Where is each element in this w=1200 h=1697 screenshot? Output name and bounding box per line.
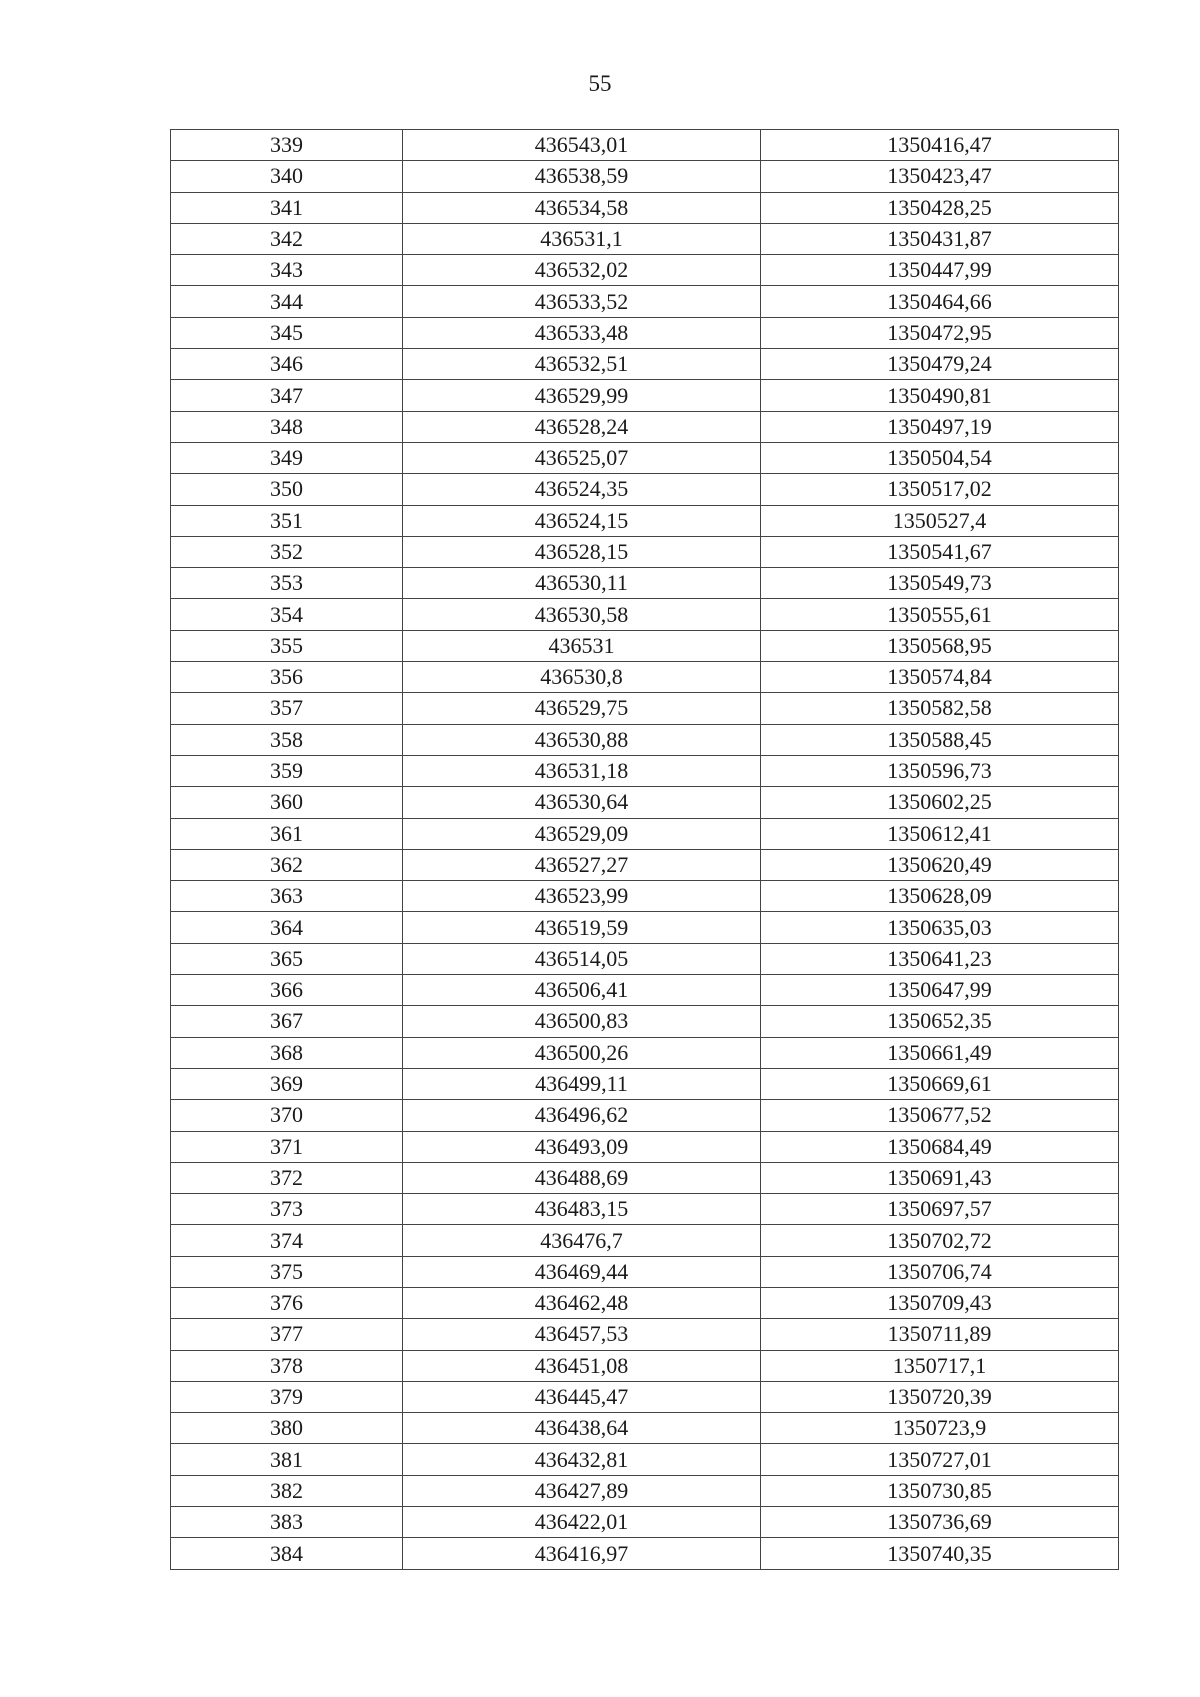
table-row — [171, 317, 1119, 348]
point-number-cell: 383 — [171, 1507, 403, 1538]
y-coordinate-cell: 1350641,23 — [761, 943, 1119, 974]
y-coordinate-cell: 1350582,58 — [761, 693, 1119, 724]
y-coordinate-cell: 1350602,25 — [761, 787, 1119, 818]
table-row — [171, 943, 1119, 974]
table-row — [171, 1256, 1119, 1287]
x-coordinate-cell: 436476,7 — [403, 1225, 761, 1256]
y-coordinate-cell: 1350709,43 — [761, 1287, 1119, 1318]
x-coordinate-cell: 436543,01 — [403, 130, 761, 161]
table-row — [171, 130, 1119, 161]
x-coordinate-cell: 436533,52 — [403, 286, 761, 317]
table-row — [171, 223, 1119, 254]
x-coordinate-cell: 436483,15 — [403, 1194, 761, 1225]
page-number: 55 — [588, 71, 612, 96]
y-coordinate-cell: 1350635,03 — [761, 912, 1119, 943]
y-coordinate-cell: 1350428,25 — [761, 192, 1119, 223]
point-number-cell: 362 — [171, 849, 403, 880]
x-coordinate-cell: 436416,97 — [403, 1538, 761, 1569]
point-number-cell: 345 — [171, 317, 403, 348]
x-coordinate-cell: 436462,48 — [403, 1287, 761, 1318]
table-row — [171, 1538, 1119, 1569]
y-coordinate-cell: 1350691,43 — [761, 1162, 1119, 1193]
x-coordinate-cell: 436451,08 — [403, 1350, 761, 1381]
x-coordinate-cell: 436496,62 — [403, 1100, 761, 1131]
point-number-cell: 370 — [171, 1100, 403, 1131]
x-coordinate-cell: 436538,59 — [403, 161, 761, 192]
y-coordinate-cell: 1350677,52 — [761, 1100, 1119, 1131]
y-coordinate-cell: 1350647,99 — [761, 975, 1119, 1006]
table-row — [171, 693, 1119, 724]
point-number-cell: 350 — [171, 474, 403, 505]
table-row — [171, 1037, 1119, 1068]
x-coordinate-cell: 436529,09 — [403, 818, 761, 849]
x-coordinate-cell: 436532,51 — [403, 349, 761, 380]
table-row — [171, 192, 1119, 223]
x-coordinate-cell: 436528,15 — [403, 536, 761, 567]
y-coordinate-cell: 1350620,49 — [761, 849, 1119, 880]
table-row — [171, 1444, 1119, 1475]
point-number-cell: 372 — [171, 1162, 403, 1193]
table-row — [171, 411, 1119, 442]
point-number-cell: 366 — [171, 975, 403, 1006]
x-coordinate-cell: 436500,26 — [403, 1037, 761, 1068]
x-coordinate-cell: 436530,58 — [403, 599, 761, 630]
y-coordinate-cell: 1350541,67 — [761, 536, 1119, 567]
table-row — [171, 787, 1119, 818]
y-coordinate-cell: 1350702,72 — [761, 1225, 1119, 1256]
table-row — [171, 536, 1119, 567]
x-coordinate-cell: 436427,89 — [403, 1475, 761, 1506]
table-row — [171, 161, 1119, 192]
x-coordinate-cell: 436529,75 — [403, 693, 761, 724]
y-coordinate-cell: 1350549,73 — [761, 568, 1119, 599]
x-coordinate-cell: 436445,47 — [403, 1381, 761, 1412]
table-row — [171, 1381, 1119, 1412]
point-number-cell: 340 — [171, 161, 403, 192]
y-coordinate-cell: 1350517,02 — [761, 474, 1119, 505]
point-number-cell: 343 — [171, 255, 403, 286]
table-row — [171, 349, 1119, 380]
y-coordinate-cell: 1350490,81 — [761, 380, 1119, 411]
y-coordinate-cell: 1350472,95 — [761, 317, 1119, 348]
table-row — [171, 912, 1119, 943]
point-number-cell: 376 — [171, 1287, 403, 1318]
table-row — [171, 755, 1119, 786]
table-row — [171, 1350, 1119, 1381]
point-number-cell: 355 — [171, 630, 403, 661]
table-row — [171, 1068, 1119, 1099]
point-number-cell: 342 — [171, 223, 403, 254]
x-coordinate-cell: 436531,1 — [403, 223, 761, 254]
x-coordinate-cell: 436469,44 — [403, 1256, 761, 1287]
y-coordinate-cell: 1350723,9 — [761, 1413, 1119, 1444]
y-coordinate-cell: 1350736,69 — [761, 1507, 1119, 1538]
table-row — [171, 1475, 1119, 1506]
y-coordinate-cell: 1350720,39 — [761, 1381, 1119, 1412]
table-row — [171, 1100, 1119, 1131]
point-number-cell: 356 — [171, 662, 403, 693]
point-number-cell: 367 — [171, 1006, 403, 1037]
point-number-cell: 339 — [171, 130, 403, 161]
x-coordinate-cell: 436527,27 — [403, 849, 761, 880]
point-number-cell: 357 — [171, 693, 403, 724]
x-coordinate-cell: 436457,53 — [403, 1319, 761, 1350]
table-row — [171, 849, 1119, 880]
x-coordinate-cell: 436523,99 — [403, 881, 761, 912]
x-coordinate-cell: 436524,35 — [403, 474, 761, 505]
x-coordinate-cell: 436438,64 — [403, 1413, 761, 1444]
table-row — [171, 286, 1119, 317]
x-coordinate-cell: 436529,99 — [403, 380, 761, 411]
x-coordinate-cell: 436531,18 — [403, 755, 761, 786]
point-number-cell: 341 — [171, 192, 403, 223]
point-number-cell: 354 — [171, 599, 403, 630]
x-coordinate-cell: 436533,48 — [403, 317, 761, 348]
table-row — [171, 1413, 1119, 1444]
y-coordinate-cell: 1350497,19 — [761, 411, 1119, 442]
y-coordinate-cell: 1350596,73 — [761, 755, 1119, 786]
x-coordinate-cell: 436530,11 — [403, 568, 761, 599]
point-number-cell: 377 — [171, 1319, 403, 1350]
table-row — [171, 599, 1119, 630]
table-row — [171, 255, 1119, 286]
point-number-cell: 381 — [171, 1444, 403, 1475]
point-number-cell: 373 — [171, 1194, 403, 1225]
table-row — [171, 975, 1119, 1006]
point-number-cell: 358 — [171, 724, 403, 755]
table-row — [171, 1225, 1119, 1256]
point-number-cell: 371 — [171, 1131, 403, 1162]
table-row — [171, 568, 1119, 599]
x-coordinate-cell: 436528,24 — [403, 411, 761, 442]
table-row — [171, 630, 1119, 661]
table-row — [171, 442, 1119, 473]
y-coordinate-cell: 1350727,01 — [761, 1444, 1119, 1475]
table-row — [171, 1162, 1119, 1193]
y-coordinate-cell: 1350684,49 — [761, 1131, 1119, 1162]
table-row — [171, 818, 1119, 849]
y-coordinate-cell: 1350447,99 — [761, 255, 1119, 286]
y-coordinate-cell: 1350628,09 — [761, 881, 1119, 912]
point-number-cell: 353 — [171, 568, 403, 599]
point-number-cell: 349 — [171, 442, 403, 473]
table-row — [171, 1287, 1119, 1318]
y-coordinate-cell: 1350568,95 — [761, 630, 1119, 661]
y-coordinate-cell: 1350652,35 — [761, 1006, 1119, 1037]
y-coordinate-cell: 1350416,47 — [761, 130, 1119, 161]
y-coordinate-cell: 1350574,84 — [761, 662, 1119, 693]
y-coordinate-cell: 1350711,89 — [761, 1319, 1119, 1350]
x-coordinate-cell: 436506,41 — [403, 975, 761, 1006]
point-number-cell: 380 — [171, 1413, 403, 1444]
y-coordinate-cell: 1350431,87 — [761, 223, 1119, 254]
x-coordinate-cell: 436488,69 — [403, 1162, 761, 1193]
x-coordinate-cell: 436519,59 — [403, 912, 761, 943]
table-row — [171, 380, 1119, 411]
x-coordinate-cell: 436532,02 — [403, 255, 761, 286]
table-row — [171, 474, 1119, 505]
point-number-cell: 364 — [171, 912, 403, 943]
point-number-cell: 384 — [171, 1538, 403, 1569]
point-number-cell: 382 — [171, 1475, 403, 1506]
coordinates-table — [170, 129, 1119, 1570]
x-coordinate-cell: 436493,09 — [403, 1131, 761, 1162]
x-coordinate-cell: 436530,64 — [403, 787, 761, 818]
y-coordinate-cell: 1350717,1 — [761, 1350, 1119, 1381]
y-coordinate-cell: 1350697,57 — [761, 1194, 1119, 1225]
x-coordinate-cell: 436534,58 — [403, 192, 761, 223]
point-number-cell: 378 — [171, 1350, 403, 1381]
point-number-cell: 361 — [171, 818, 403, 849]
point-number-cell: 351 — [171, 505, 403, 536]
x-coordinate-cell: 436525,07 — [403, 442, 761, 473]
y-coordinate-cell: 1350423,47 — [761, 161, 1119, 192]
x-coordinate-cell: 436530,8 — [403, 662, 761, 693]
table-row — [171, 881, 1119, 912]
table-row — [171, 1006, 1119, 1037]
y-coordinate-cell: 1350661,49 — [761, 1037, 1119, 1068]
point-number-cell: 379 — [171, 1381, 403, 1412]
point-number-cell: 348 — [171, 411, 403, 442]
table-row — [171, 1507, 1119, 1538]
table-row — [171, 662, 1119, 693]
y-coordinate-cell: 1350479,24 — [761, 349, 1119, 380]
coordinates-table-body — [171, 130, 1119, 1570]
x-coordinate-cell: 436530,88 — [403, 724, 761, 755]
y-coordinate-cell: 1350612,41 — [761, 818, 1119, 849]
point-number-cell: 346 — [171, 349, 403, 380]
point-number-cell: 374 — [171, 1225, 403, 1256]
x-coordinate-cell: 436514,05 — [403, 943, 761, 974]
table-row — [171, 1131, 1119, 1162]
y-coordinate-cell: 1350588,45 — [761, 724, 1119, 755]
y-coordinate-cell: 1350464,66 — [761, 286, 1119, 317]
y-coordinate-cell: 1350504,54 — [761, 442, 1119, 473]
x-coordinate-cell: 436500,83 — [403, 1006, 761, 1037]
point-number-cell: 352 — [171, 536, 403, 567]
point-number-cell: 365 — [171, 943, 403, 974]
point-number-cell: 368 — [171, 1037, 403, 1068]
table-row — [171, 505, 1119, 536]
y-coordinate-cell: 1350706,74 — [761, 1256, 1119, 1287]
point-number-cell: 375 — [171, 1256, 403, 1287]
table-row — [171, 1319, 1119, 1350]
x-coordinate-cell: 436524,15 — [403, 505, 761, 536]
x-coordinate-cell: 436531 — [403, 630, 761, 661]
y-coordinate-cell: 1350740,35 — [761, 1538, 1119, 1569]
x-coordinate-cell: 436499,11 — [403, 1068, 761, 1099]
x-coordinate-cell: 436422,01 — [403, 1507, 761, 1538]
y-coordinate-cell: 1350555,61 — [761, 599, 1119, 630]
y-coordinate-cell: 1350527,4 — [761, 505, 1119, 536]
table-row — [171, 1194, 1119, 1225]
point-number-cell: 347 — [171, 380, 403, 411]
point-number-cell: 359 — [171, 755, 403, 786]
y-coordinate-cell: 1350730,85 — [761, 1475, 1119, 1506]
table-row — [171, 724, 1119, 755]
y-coordinate-cell: 1350669,61 — [761, 1068, 1119, 1099]
point-number-cell: 369 — [171, 1068, 403, 1099]
point-number-cell: 344 — [171, 286, 403, 317]
point-number-cell: 363 — [171, 881, 403, 912]
point-number-cell: 360 — [171, 787, 403, 818]
x-coordinate-cell: 436432,81 — [403, 1444, 761, 1475]
